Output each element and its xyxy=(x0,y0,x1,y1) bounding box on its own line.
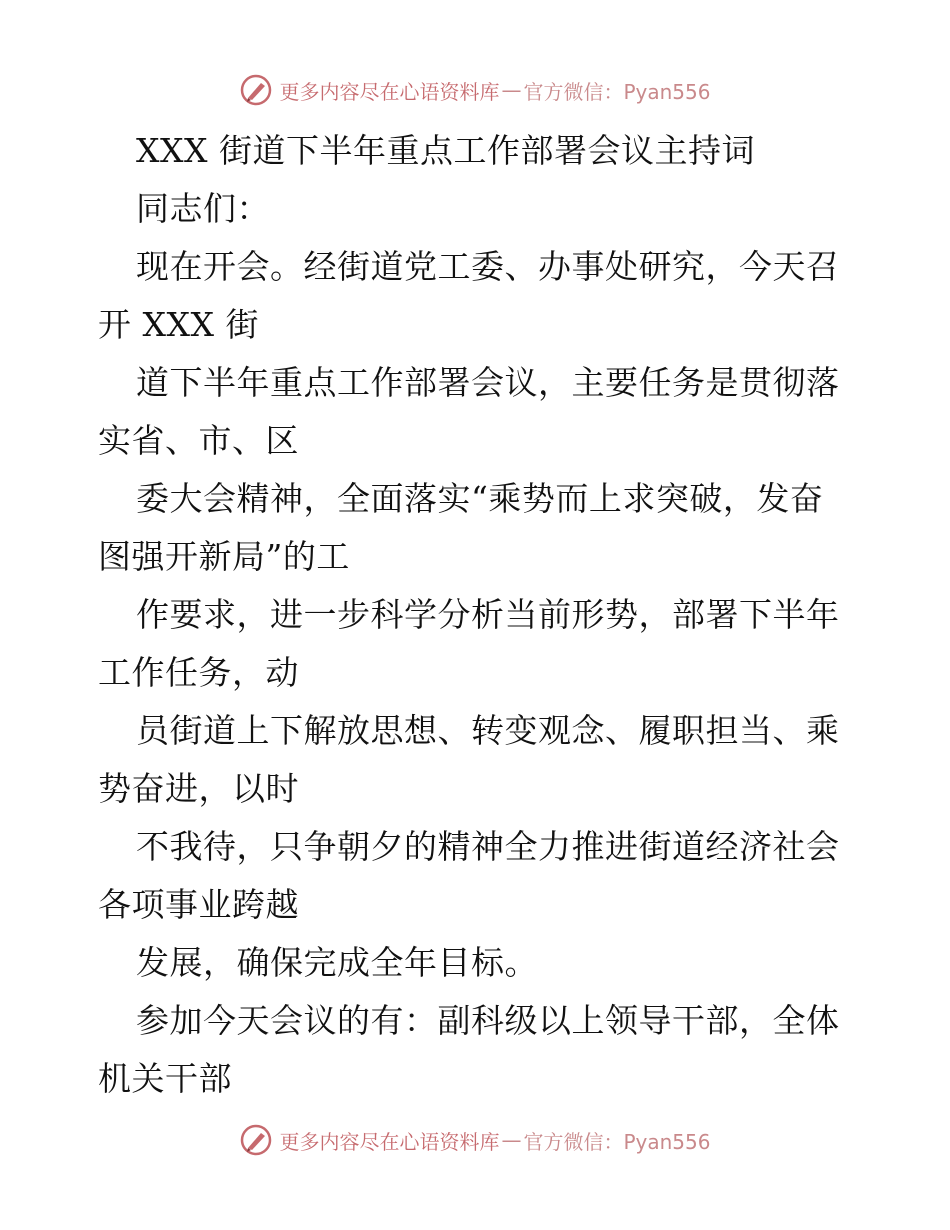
paragraph-line: 各项事业跨越 xyxy=(98,885,299,924)
paragraph-line: 道下半年重点工作部署会议，主要任务是贯彻落 xyxy=(136,363,840,402)
watermark-wechat: 官方微信：Pyan556 xyxy=(523,1129,711,1154)
paragraph-line: 现在开会。经街道党工委、办事处研究，今天召 xyxy=(136,247,840,286)
pen-logo-icon xyxy=(239,1123,273,1157)
watermark-dash: — xyxy=(501,1128,522,1152)
watermark-wechat: 官方微信：Pyan556 xyxy=(523,79,711,104)
footer-watermark xyxy=(0,1120,950,1160)
paragraph-line: 作要求，进一步科学分析当前形势，部署下半年 xyxy=(136,595,840,634)
paragraph-line: 势奋进，以时 xyxy=(98,769,299,808)
watermark-brand: 更多内容尽在心语资料库 xyxy=(279,1129,500,1154)
paragraph-line: 发展，确保完成全年目标。 xyxy=(136,943,538,982)
paragraph-line: 员街道上下解放思想、转变观念、履职担当、乘 xyxy=(136,711,840,750)
header-watermark xyxy=(0,70,950,110)
paragraph-line: 委大会精神，全面落实“乘势而上求突破，发奋 xyxy=(136,479,824,518)
paragraph-line: 工作任务，动 xyxy=(98,653,299,692)
paragraph-line: 参加今天会议的有：副科级以上领导干部，全体 xyxy=(136,1001,840,1040)
salutation: 同志们： xyxy=(136,189,270,228)
paragraph-line: 不我待，只争朝夕的精神全力推进街道经济社会 xyxy=(136,827,840,866)
pen-logo-icon xyxy=(239,73,273,107)
watermark-brand: 更多内容尽在心语资料库 xyxy=(279,79,500,104)
paragraph-line: 机关干部 xyxy=(98,1059,232,1098)
paragraph-line: 实省、市、区 xyxy=(98,421,299,460)
watermark-dash: — xyxy=(501,78,522,102)
paragraph-line: 开 XXX 街 xyxy=(98,305,259,344)
paragraph-line: 图强开新局”的工 xyxy=(98,537,350,576)
document-title: XXX 街道下半年重点工作部署会议主持词 xyxy=(136,131,755,170)
document-body xyxy=(98,122,858,1108)
